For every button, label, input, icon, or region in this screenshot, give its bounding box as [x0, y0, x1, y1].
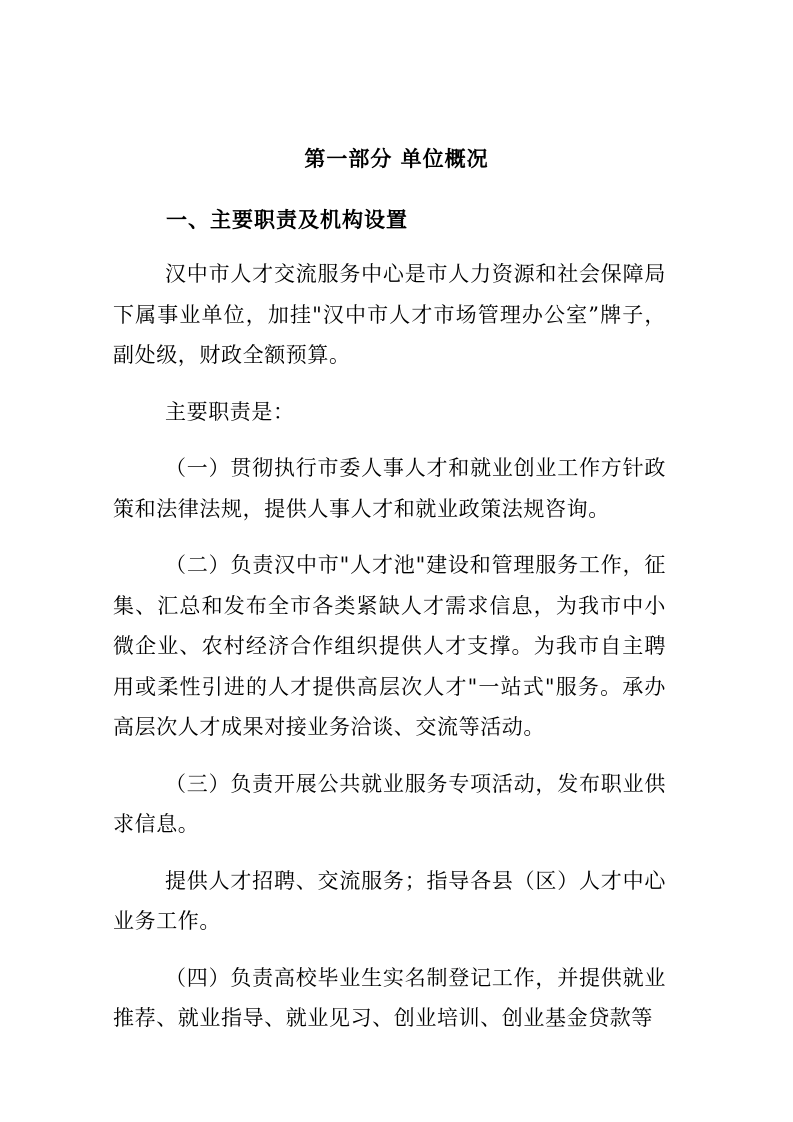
paragraph-recruitment: 提供人才招聘、交流服务；指导各县（区）人才中心业务工作。: [113, 868, 666, 933]
section-heading: 一、主要职责及机构设置: [166, 208, 408, 232]
paragraph-duty-1: （一）贯彻执行市委人事人才和就业创业工作方针政策和法律法规，提供人事人才和就业政策法规咨询。: [113, 456, 666, 521]
paragraph-duties-intro: 主要职责是：: [165, 399, 295, 424]
page-title: 第一部分 单位概况: [304, 147, 489, 171]
paragraph-duty-4: （四）负责高校毕业生实名制登记工作，并提供就业推荐、就业指导、就业见习、创业培训、创业基金贷款等: [113, 965, 666, 1030]
paragraph-overview: 汉中市人才交流服务中心是市人力资源和社会保障局下属事业单位，加挂"汉中市人才市场管理办公室”牌子，副处级，财政全额预算。: [113, 262, 666, 367]
paragraph-duty-3: （三）负责开展公共就业服务专项活动，发布职业供求信息。: [113, 771, 666, 836]
paragraph-duty-2: （二）负责汉中市"人才池"建设和管理服务工作，征集、汇总和发布全市各类紧缺人才需求信息，为我市中小微企业、农村经济合作组织提供人才支撑。为我市自主聘用或柔性引进的人才提供高层次人才"一站式"服务。承办高层次人才成果对接业务洽谈、交流等活动。: [113, 553, 666, 739]
document-body: [113, 254, 666, 1055]
